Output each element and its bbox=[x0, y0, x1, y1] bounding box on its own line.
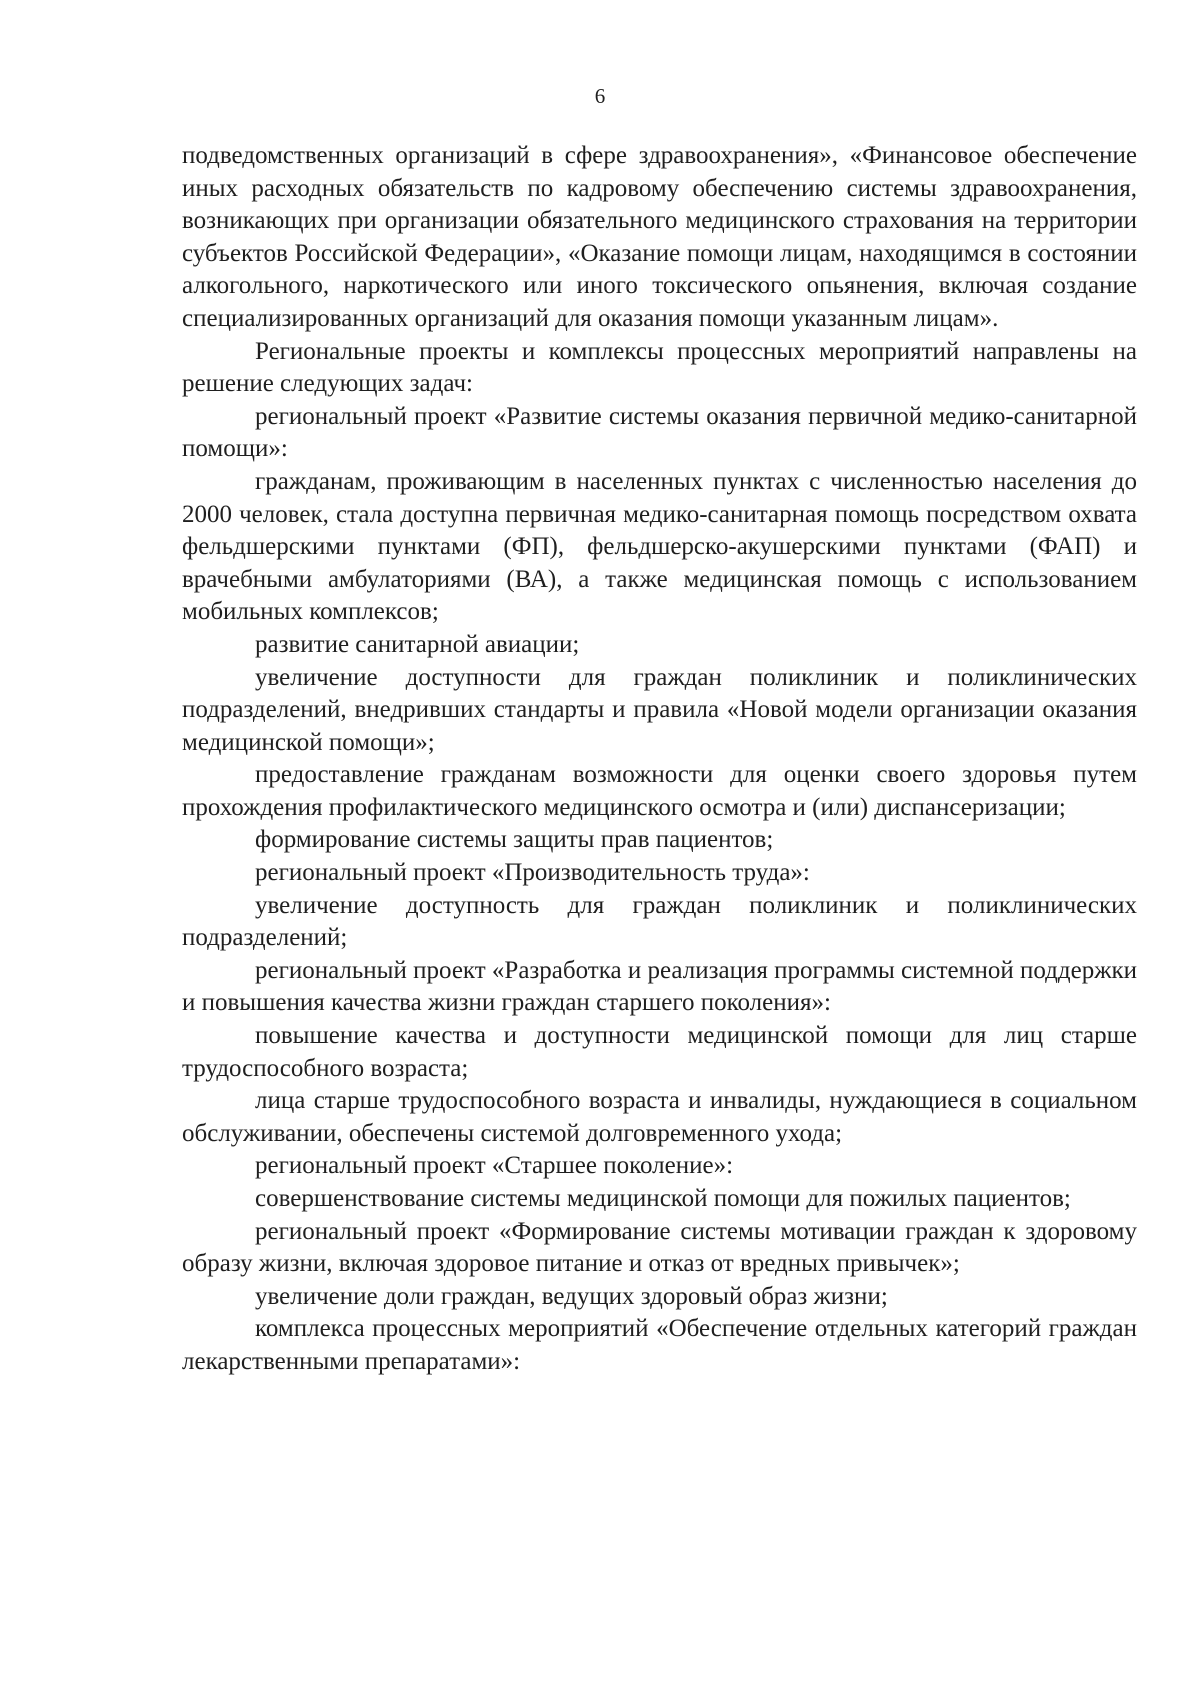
paragraph-1: подведомственных организаций в сфере здравоохранения», «Финансовое обеспечение иных расходных обязательств по кадровому обеспечению системы здравоохранения, возникающих при организации обязательного медицинского страхования на территории субъектов Российской Федерации», «Оказание помощи лицам, находящимся в состоянии алкогольного, наркотического или иного токсического опьянения, включая создание специализированных организаций для оказания помощи указанным лицам». bbox=[182, 142, 1137, 332]
paragraph-4: гражданам, проживающим в населенных пунктах с численностью населения до 2000 человек, стала доступна первичная медико-санитарная помощь посредством охвата фельдшерскими пунктами (ФП), фельдшерско-акушерскими пунктами (ФАП) и врачебными амбулаториями (ВА), а также медицинская помощь с использованием мобильных комплексов; bbox=[182, 467, 1137, 626]
document-body bbox=[182, 140, 1137, 1379]
paragraph-16: региональный проект «Формирование системы мотивации граждан к здоровому образу жизни, включая здоровое питание и отказ от вредных привычек»; bbox=[182, 1217, 1137, 1278]
paragraph-13: лица старше трудоспособного возраста и инвалиды, нуждающиеся в социальном обслуживании, обеспечены системой долговременного ухода; bbox=[182, 1087, 1137, 1147]
paragraph-9: региональный проект «Производительность труда»: bbox=[255, 859, 810, 887]
paragraph-7: предоставление гражданам возможности для оценки своего здоровья путем прохождения профилактического медицинского осмотра и (или) диспансеризации; bbox=[182, 761, 1137, 821]
paragraph-2: Региональные проекты и комплексы процессных мероприятий направлены на решение следующих задач: bbox=[182, 337, 1137, 398]
paragraph-10: увеличение доступность для граждан поликлиник и поликлинических подразделений; bbox=[182, 891, 1137, 952]
paragraph-8: формирование системы защиты прав пациентов; bbox=[255, 826, 774, 854]
page-number: 6 bbox=[594, 84, 606, 108]
paragraph-14: региональный проект «Старшее поколение»: bbox=[255, 1152, 734, 1180]
paragraph-6: увеличение доступности для граждан поликлиник и поликлинических подразделений, внедривших стандарты и правила «Новой модели организации оказания медицинской помощи»; bbox=[182, 663, 1137, 756]
paragraph-17: увеличение доли граждан, ведущих здоровый образ жизни; bbox=[255, 1282, 888, 1310]
paragraph-3: региональный проект «Развитие системы оказания первичной медико-санитарной помощи»: bbox=[182, 402, 1137, 463]
paragraph-18: комплекса процессных мероприятий «Обеспечение отдельных категорий граждан лекарственными препаратами»: bbox=[182, 1315, 1137, 1375]
paragraph-15: совершенствование системы медицинской помощи для пожилых пациентов; bbox=[255, 1185, 1071, 1212]
paragraph-11: региональный проект «Разработка и реализация программы системной поддержки и повышения качества жизни граждан старшего поколения»: bbox=[182, 956, 1137, 1017]
paragraph-12: повышение качества и доступности медицинской помощи для лиц старше трудоспособного возраста; bbox=[182, 1022, 1137, 1082]
paragraph-5: развитие санитарной авиации; bbox=[255, 630, 580, 658]
